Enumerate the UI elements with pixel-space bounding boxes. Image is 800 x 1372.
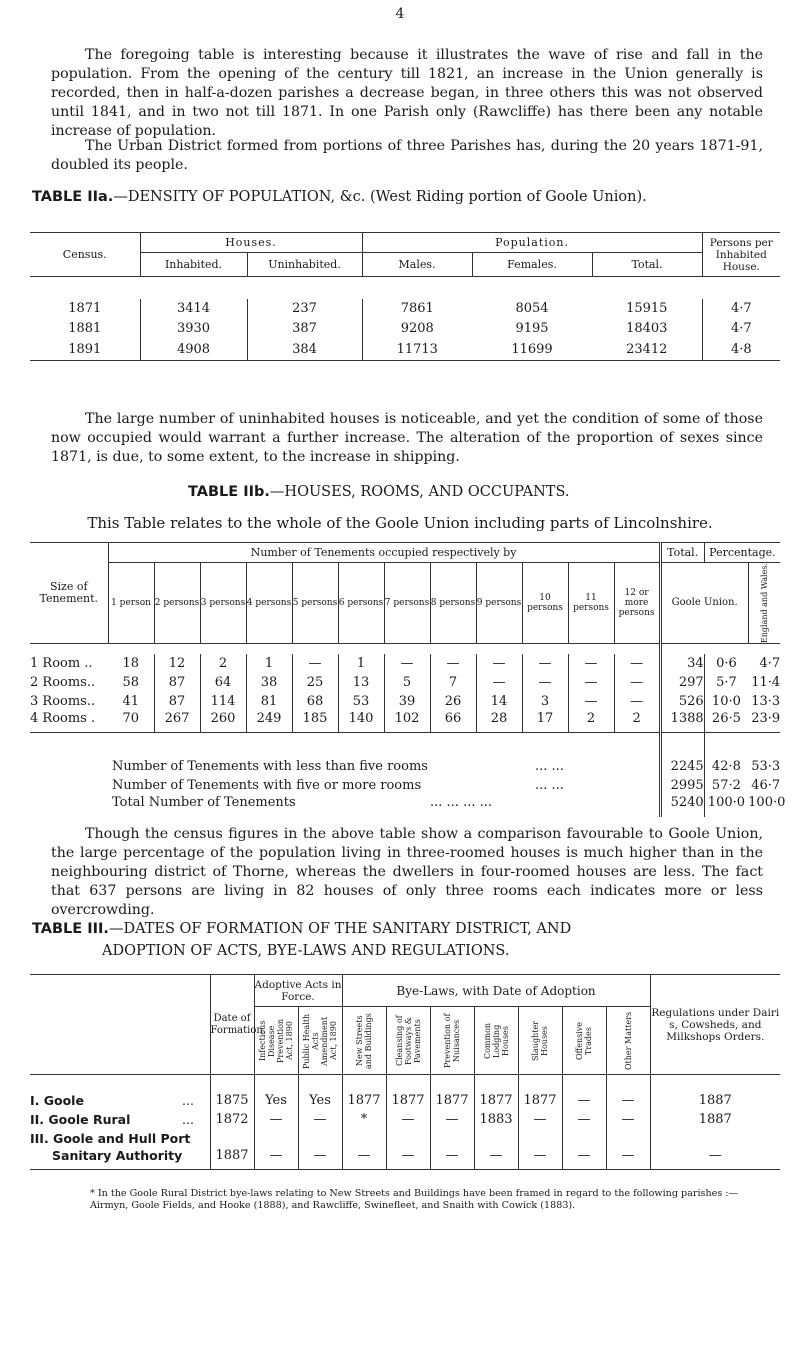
pct-goole-cell: 26·5: [704, 711, 748, 733]
cell: 66: [430, 711, 476, 733]
col-other: [606, 1007, 650, 1075]
cell: —: [568, 654, 614, 673]
cell: —: [568, 692, 614, 711]
col-date-formation: Date of Formation.: [210, 975, 254, 1075]
cell: 13: [338, 673, 384, 692]
cell: 38: [246, 673, 292, 692]
cell: —: [562, 1110, 606, 1129]
table-row: [30, 1110, 780, 1129]
cell: 68: [292, 692, 338, 711]
females-value: 11699: [472, 339, 592, 361]
formation-date: 1887: [210, 1148, 254, 1170]
summary-pct-goole: 42·8: [704, 757, 748, 776]
col-nuisances: [430, 1007, 474, 1075]
cell: [386, 1129, 430, 1148]
cell: 39: [384, 692, 430, 711]
cell: —: [342, 1148, 386, 1170]
col-goole-union: Goole Union.: [660, 563, 748, 644]
census-year: 1881: [68, 321, 102, 336]
slaughter-label: Slaughter Houses: [531, 1020, 550, 1061]
cell: [254, 1129, 298, 1148]
cell: 2: [200, 654, 246, 673]
size-label: 1 Room ..: [30, 655, 93, 671]
cell: —: [254, 1148, 298, 1170]
col-percentage: Percentage.: [704, 543, 780, 563]
cell: 1877: [474, 1091, 518, 1110]
col-males: Males.: [362, 253, 472, 277]
authority-name: Sanitary Authority: [52, 1147, 183, 1163]
table-2a-title: —DENSITY OF POPULATION, &c. (West Riding portion of Goole Union).: [113, 189, 647, 205]
summary-dots: ... ...: [535, 777, 564, 793]
cell: —: [522, 654, 568, 673]
col-females: Females.: [472, 253, 592, 277]
col-4-persons: 4 persons: [246, 563, 292, 644]
pct-ew-cell: 11·4: [751, 674, 781, 690]
cell: 1877: [342, 1091, 386, 1110]
intro-text: The foregoing table is interesting because it illustrates the wave of rise and fall in the population. From the opening of the century till 1821, an increase in the Union generally is recorded, then in half-a-dozen parishes a decrease began, in three others this was not observed until 1841, and in two not till 1871. In one Parish only (Rawcliffe) has there been any notable increase of population.: [51, 47, 763, 139]
females-value: 9195: [515, 321, 549, 336]
per-house-value: 4·7: [702, 319, 780, 339]
authority-name: II. Goole Rural: [30, 1111, 131, 1127]
cell: —: [562, 1091, 606, 1110]
closing-paragraph: [51, 825, 763, 920]
nuisances-label: Prevention of Nuisances: [443, 1013, 462, 1068]
cell: 58: [122, 674, 140, 690]
cell: —: [614, 692, 660, 711]
table-2b-title: —HOUSES, ROOMS, AND OCCUPANTS.: [269, 484, 570, 500]
col-offensive: [562, 1007, 606, 1075]
per-house-value: 4·7: [702, 299, 780, 319]
col-6-persons: 6 persons: [338, 563, 384, 644]
col-slaughter: [518, 1007, 562, 1075]
pct-ew-cell: 4·7: [759, 655, 781, 671]
cell: [518, 1129, 562, 1148]
cell: Yes: [254, 1091, 298, 1110]
pct-goole-cell: 10·0: [704, 692, 748, 711]
col-total: Total.: [592, 253, 702, 277]
cell: —: [522, 673, 568, 692]
col-9-persons: 9 persons: [476, 563, 522, 644]
public-health-label: Public Health Acts Amendment Act, 1890: [302, 1012, 338, 1069]
summary-row: [30, 757, 780, 776]
inhabited-value: 4908: [140, 339, 247, 361]
cell: —: [476, 654, 522, 673]
col-public-health: [298, 1007, 342, 1075]
summary-row: [30, 776, 780, 795]
summary-label: Number of Tenements with less than five rooms: [112, 758, 428, 774]
summary-dots: ... ...: [535, 758, 564, 774]
table-row: [30, 299, 780, 319]
col-10-persons: 10 persons: [522, 563, 568, 644]
table-row: [30, 654, 780, 673]
summary-total: 2245: [670, 758, 704, 774]
cell: 1877: [518, 1091, 562, 1110]
table-2b-subtitle: This Table relates to the whole of the Goole Union including parts of Lincolnshire.: [87, 514, 713, 532]
cell: 260: [200, 711, 246, 733]
table-2a: [30, 232, 780, 361]
cell: 87: [154, 673, 200, 692]
summary-pct-ew: 53·3: [751, 758, 781, 774]
cell: —: [254, 1110, 298, 1129]
size-label: 2 Rooms..: [30, 674, 96, 690]
table-row: [30, 339, 780, 361]
cell: —: [606, 1110, 650, 1129]
summary-row: [30, 795, 780, 817]
total-cell: 526: [678, 693, 704, 709]
summary-pct-ew: 100·0: [748, 794, 786, 810]
cell: 114: [200, 692, 246, 711]
pct-goole-cell: 5·7: [704, 673, 748, 692]
cell: 1877: [430, 1091, 474, 1110]
cell: —: [430, 1148, 474, 1170]
cell: 2: [614, 711, 660, 733]
col-cleansing: [386, 1007, 430, 1075]
cell: —: [474, 1148, 518, 1170]
col-adoptive-acts: Adoptive Acts in Force.: [254, 975, 342, 1007]
inhabited-value: 3930: [140, 319, 247, 339]
cell: 140: [338, 711, 384, 733]
table-3-label: TABLE III.: [32, 921, 109, 937]
cell: —: [614, 673, 660, 692]
males-value: 9208: [362, 319, 472, 339]
cell: —: [386, 1110, 430, 1129]
cell: 81: [246, 692, 292, 711]
table-2a-label: TABLE IIa.: [32, 189, 114, 205]
authority-name: I. Goole: [30, 1092, 84, 1108]
table-row: [30, 1129, 780, 1148]
inhabited-value: 3414: [140, 299, 247, 319]
cell: 1: [246, 654, 292, 673]
cell: —: [562, 1148, 606, 1170]
cleansing-label: Cleansing of Footways & Pavements: [394, 1015, 422, 1066]
cell: 2: [568, 711, 614, 733]
col-number-of-tenements: Number of Tenements occupied respectively by: [108, 543, 660, 563]
england-wales-label: England and Wales.: [759, 563, 769, 644]
col-persons-per-house: Persons per Inhabited House.: [702, 233, 780, 277]
table-2b-label: TABLE IIb.: [188, 484, 270, 500]
table-row: [30, 673, 780, 692]
col-new-streets: [342, 1007, 386, 1075]
cell: —: [292, 654, 338, 673]
cell: —: [518, 1110, 562, 1129]
formation-date: [210, 1129, 254, 1148]
cell: [474, 1129, 518, 1148]
total-value: 18403: [626, 321, 668, 336]
cell: 25: [292, 673, 338, 692]
table-row: [30, 1148, 780, 1170]
cell: [342, 1129, 386, 1148]
intro-paragraph-2: [51, 137, 763, 175]
middle-paragraph: [51, 410, 763, 467]
new-streets-label: New Streets and Buildings: [355, 1012, 374, 1069]
col-size-of-tenement: Size of Tenement.: [30, 543, 108, 644]
regulations-date: [650, 1129, 780, 1148]
summary-pct-goole: 100·0: [704, 795, 748, 817]
cell: —: [386, 1148, 430, 1170]
uninhabited-value: 387: [247, 319, 362, 339]
col-lodging: [474, 1007, 518, 1075]
cell: 41: [122, 693, 140, 709]
males-value: 7861: [362, 299, 472, 319]
col-england-wales: [748, 563, 780, 644]
cell: 249: [246, 711, 292, 733]
footnote: * In the Goole Rural District bye-laws relating to New Streets and Buildings have been framed in regard to the following parishes :—Airmyn, Goole Fields, and Hooke (1888), and Rawcliffe, Swinefleet, and Snaith with Cowick (1883).: [90, 1188, 739, 1211]
table-row: [30, 1091, 780, 1110]
middle-text: The large number of uninhabited houses is noticeable, and yet the condition of some of those now occupied would warrant a further increase. The alteration of the proportion of sexes since 1871, is due, to some extent, to the increase in shipping.: [51, 411, 763, 465]
cell: 14: [476, 692, 522, 711]
size-label: 4 Rooms .: [30, 710, 96, 726]
regulations-date: —: [650, 1148, 780, 1170]
formation-date: 1872: [210, 1110, 254, 1129]
col-regulations: Regulations under Dairi s, Cowsheds, and Milkshops Orders.: [650, 975, 780, 1075]
table-3: [30, 974, 780, 1170]
cell: —: [384, 654, 430, 673]
cell: 12: [154, 654, 200, 673]
lodging-label: Common Lodging Houses: [482, 1022, 510, 1059]
page-number: 4: [395, 6, 405, 22]
col-population: Population.: [362, 233, 702, 253]
females-value: 8054: [515, 301, 549, 316]
col-total: Total.: [660, 543, 704, 563]
cell: *: [342, 1110, 386, 1129]
regulations-date: 1887: [650, 1091, 780, 1110]
cell: [562, 1129, 606, 1148]
col-inhabited: Inhabited.: [140, 253, 247, 277]
summary-label: Number of Tenements with five or more rooms: [112, 777, 422, 793]
offensive-label: Offensive Trades: [575, 1021, 594, 1060]
col-2-persons: 2 persons: [154, 563, 200, 644]
col-infectious: [254, 1007, 298, 1075]
cell: —: [614, 654, 660, 673]
infectious-label: Infectious Disease Prevention Act, 1890: [258, 1018, 294, 1063]
table-3-heading-2: ADOPTION OF ACTS, BYE-LAWS AND REGULATIONS.: [102, 943, 510, 959]
authority-name: III. Goole and Hull Port: [30, 1130, 191, 1146]
col-3-persons: 3 persons: [200, 563, 246, 644]
cell: —: [298, 1110, 342, 1129]
table-3-heading: [32, 921, 571, 937]
males-value: 11713: [362, 339, 472, 361]
summary-dots: ... ... ... ...: [430, 794, 492, 810]
col-11-persons: 11 persons: [568, 563, 614, 644]
cell: —: [606, 1148, 650, 1170]
cell: 17: [522, 711, 568, 733]
cell: —: [606, 1091, 650, 1110]
authority-dots: ...: [182, 1092, 194, 1108]
regulations-date: 1887: [650, 1110, 780, 1129]
summary-pct-goole: 57·2: [704, 776, 748, 795]
table-row: [30, 692, 780, 711]
summary-total: 5240: [670, 794, 704, 810]
cell: —: [518, 1148, 562, 1170]
cell: 3: [522, 692, 568, 711]
cell: 26: [430, 692, 476, 711]
cell: 102: [384, 711, 430, 733]
cell: —: [568, 673, 614, 692]
closing-text: Though the census figures in the above table show a comparison favourable to Goole Union, the large percentage of the population living in three-roomed houses is much higher than in the neighbouring district of Thorne, whereas the dwellers in four-roomed houses are less. The fact that 637 persons are living in 82 houses of only three rooms each indicates more or less overcrowding.: [51, 826, 763, 918]
total-value: 23412: [592, 339, 702, 361]
size-label: 3 Rooms..: [30, 693, 96, 709]
table-2b: [30, 542, 786, 817]
cell: 18: [122, 655, 140, 671]
table-2b-heading: [188, 484, 569, 500]
cell: 1: [338, 654, 384, 673]
col-census: Census.: [30, 233, 140, 277]
col-7-persons: 7 persons: [384, 563, 430, 644]
summary-label: Total Number of Tenements: [112, 794, 296, 810]
col-1-person: 1 person: [108, 563, 154, 644]
cell: [606, 1129, 650, 1148]
pct-goole-cell: 0·6: [704, 654, 748, 673]
census-year: 1871: [68, 301, 102, 316]
pct-ew-cell: 13·3: [751, 693, 781, 709]
intro-paragraph: [51, 46, 763, 141]
cell: —: [430, 1110, 474, 1129]
census-year: 1891: [30, 339, 140, 361]
col-12-persons: 12 or more persons: [614, 563, 660, 644]
authority-dots: ...: [182, 1111, 194, 1127]
cell: 185: [292, 711, 338, 733]
col-5-persons: 5 persons: [292, 563, 338, 644]
cell: 87: [154, 692, 200, 711]
formation-date: 1875: [210, 1091, 254, 1110]
uninhabited-value: 384: [247, 339, 362, 361]
cell: 64: [200, 673, 246, 692]
table-2a-heading: [32, 189, 647, 205]
per-house-value: 4·8: [702, 339, 780, 361]
total-cell: 1388: [670, 710, 704, 726]
col-houses: Houses.: [140, 233, 362, 253]
cell: 70: [122, 710, 140, 726]
cell: 1883: [474, 1110, 518, 1129]
cell: 1877: [386, 1091, 430, 1110]
table-row: [30, 711, 780, 733]
total-cell: 34: [687, 655, 704, 671]
col-8-persons: 8 persons: [430, 563, 476, 644]
summary-total: 2995: [670, 777, 704, 793]
uninhabited-value: 237: [247, 299, 362, 319]
cell: —: [430, 654, 476, 673]
cell: 5: [384, 673, 430, 692]
table-3-title: —DATES OF FORMATION OF THE SANITARY DISTRICT, AND: [108, 921, 572, 937]
cell: [430, 1129, 474, 1148]
cell: —: [476, 673, 522, 692]
cell: —: [298, 1148, 342, 1170]
cell: 7: [430, 673, 476, 692]
total-cell: 297: [678, 674, 704, 690]
total-value: 15915: [626, 301, 668, 316]
col-byelaws: Bye-Laws, with Date of Adoption: [342, 975, 650, 1007]
intro-text-2: The Urban District formed from portions of three Parishes has, during the 20 years 1871-91, doubled its people.: [51, 138, 763, 173]
pct-ew-cell: 23·9: [751, 710, 781, 726]
table-row: [30, 319, 780, 339]
col-uninhabited: Uninhabited.: [247, 253, 362, 277]
cell: 267: [154, 711, 200, 733]
other-label: Other Matters: [623, 1011, 633, 1070]
cell: 53: [338, 692, 384, 711]
cell: [298, 1129, 342, 1148]
summary-pct-ew: 46·7: [751, 777, 781, 793]
cell: 28: [476, 711, 522, 733]
cell: Yes: [298, 1091, 342, 1110]
